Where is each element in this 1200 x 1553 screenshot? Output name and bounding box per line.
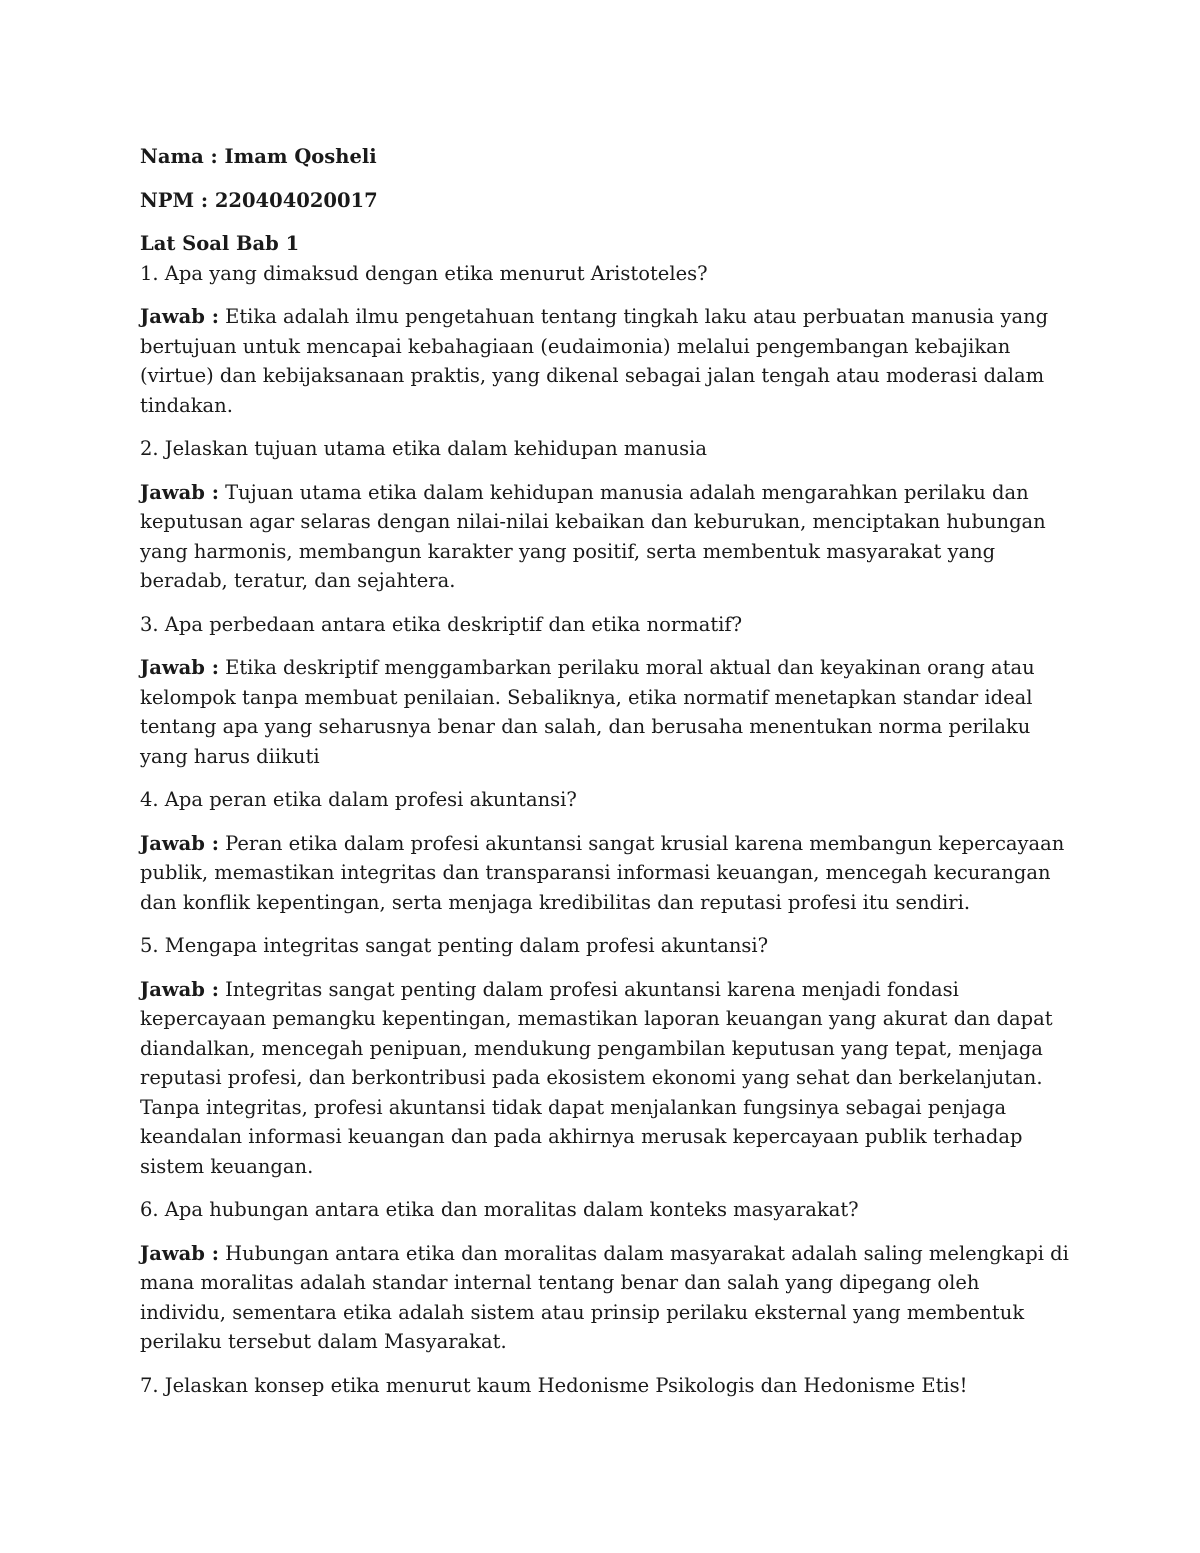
question-2: 2. Jelaskan tujuan utama etika dalam kehidupan manusia xyxy=(140,437,708,460)
answer-text: Etika adalah ilmu pengetahuan tentang tingkah laku atau perbuatan manusia yang bertujuan untuk mencapai kebahagiaan (eudaimonia) melalui pengembangan kebajikan (virtue) dan kebijaksanaan praktis, yang dikenal sebagai jalan tengah atau moderasi dalam tindakan. xyxy=(140,305,1049,417)
answer-text: Tujuan utama etika dalam kehidupan manusia adalah mengarahkan perilaku dan keputusan agar selaras dengan nilai-nilai kebaikan dan keburukan, menciptakan hubungan yang harmonis, membangun karakter yang positif, serta membentuk masyarakat yang beradab, teratur, dan sejahtera. xyxy=(140,480,1046,592)
answer-5 xyxy=(140,975,1070,1182)
question-7: 7. Jelaskan konsep etika menurut kaum Hedonisme Psikologis dan Hedonisme Etis! xyxy=(140,1373,968,1397)
section-title: Lat Soal Bab 1 xyxy=(140,232,300,255)
answer-6 xyxy=(140,1239,1070,1357)
answer-4 xyxy=(140,829,1070,918)
answer-3 xyxy=(140,653,1070,771)
answer-label: Jawab : xyxy=(140,831,219,855)
student-npm: NPM : 220404020017 xyxy=(140,188,378,212)
student-name: Nama : Imam Qosheli xyxy=(140,145,377,168)
question-5: 5. Mengapa integritas sangat penting dalam profesi akuntansi? xyxy=(140,934,769,957)
answer-label: Jawab : xyxy=(140,1241,219,1265)
question-4: 4. Apa peran etika dalam profesi akuntansi? xyxy=(140,788,577,811)
answer-label: Jawab : xyxy=(140,480,219,504)
answer-label: Jawab : xyxy=(140,977,219,1001)
answer-text: Integritas sangat penting dalam profesi akuntansi karena menjadi fondasi kepercayaan pemangku kepentingan, memastikan laporan keuangan yang akurat dan dapat diandalkan, mencegah penipuan, mendukung pengambilan keputusan yang tepat, menjaga reputasi profesi, dan berkontribusi pada ekosistem ekonomi yang sehat dan berkelanjutan. Tanpa integritas, profesi akuntansi tidak dapat menjalankan fungsinya sebagai penjaga keandalan informasi keuangan dan pada akhirnya merusak kepercayaan publik terhadap sistem keuangan. xyxy=(140,977,1053,1178)
document-content xyxy=(140,142,1070,1414)
question-6: 6. Apa hubungan antara etika dan moralitas dalam konteks masyarakat? xyxy=(140,1198,859,1221)
answer-text: Hubungan antara etika dan moralitas dalam masyarakat adalah saling melengkapi di mana moralitas adalah standar internal tentang benar dan salah yang dipegang oleh individu, sementara etika adalah sistem atau prinsip perilaku eksternal yang membentuk perilaku tersebut dalam Masyarakat. xyxy=(140,1241,1069,1353)
answer-1 xyxy=(140,302,1070,420)
answer-label: Jawab : xyxy=(140,656,219,679)
answer-text: Peran etika dalam profesi akuntansi sangat krusial karena membangun kepercayaan publik, memastikan integritas dan transparansi informasi keuangan, mencegah kecurangan dan konflik kepentingan, serta menjaga kredibilitas dan reputasi profesi itu sendiri. xyxy=(140,831,1065,914)
question-3: 3. Apa perbedaan antara etika deskriptif dan etika normatif? xyxy=(140,612,743,636)
answer-text: Etika deskriptif menggambarkan perilaku moral aktual dan keyakinan orang atau kelompok tanpa membuat penilaian. Sebaliknya, etika normatif menetapkan standar ideal tentang apa yang seharusnya benar dan salah, dan berusaha menentukan norma perilaku yang harus diikuti xyxy=(140,656,1035,768)
question-1: 1. Apa yang dimaksud dengan etika menurut Aristoteles? xyxy=(140,261,708,285)
answer-2 xyxy=(140,478,1070,596)
answer-label: Jawab : xyxy=(140,305,219,328)
